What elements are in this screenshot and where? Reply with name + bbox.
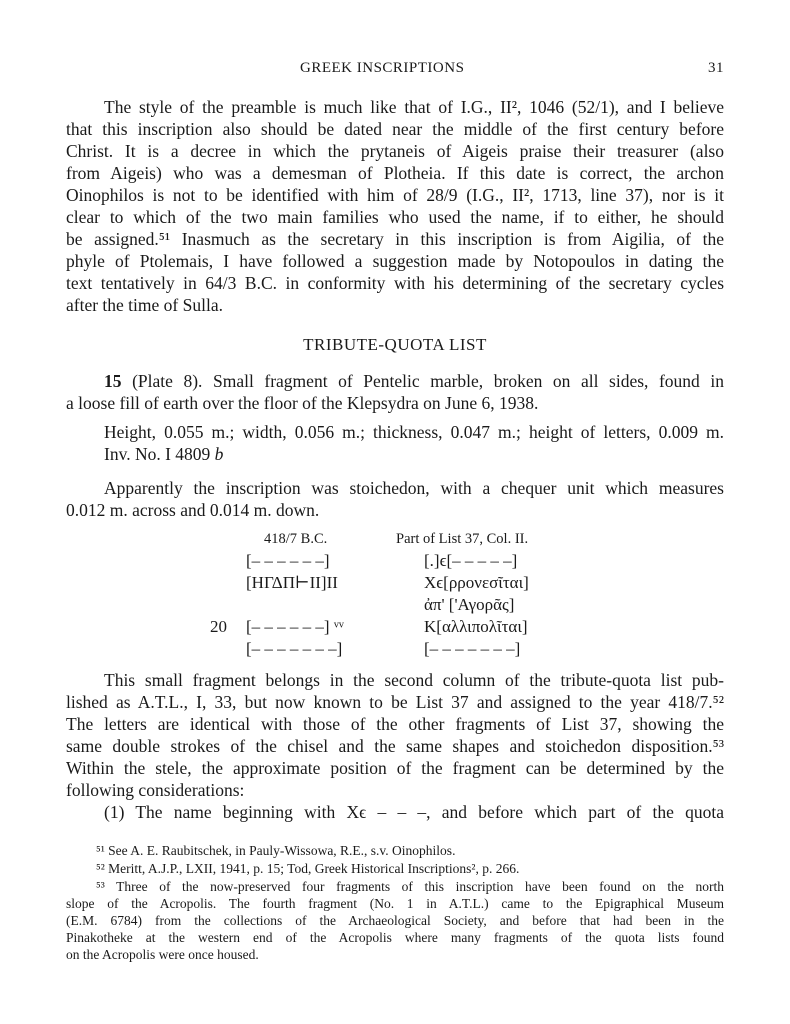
entry-intro-line xyxy=(104,370,724,392)
line-number: 20 xyxy=(210,617,227,636)
left-text-line: [– – – – – –] ᵛᵛ xyxy=(246,617,344,636)
entry-description: (Plate 8). Small fragment of Pentelic marble, broken on all sides, found in xyxy=(121,371,724,391)
para1-line: The style of the preamble is much like that of I.G., II², 1046 (52/1), and I believe xyxy=(104,97,724,117)
para1-line: be assigned.⁵¹ Inasmuch as the secretary in this inscription is from Aigilia, of the xyxy=(66,229,724,249)
footnote-53-line: slope of the Acropolis. The fourth fragment (No. 1 in A.T.L.) came to the Epigraphical Museum xyxy=(66,896,724,911)
para1-line: text tentatively in 64/3 B.C. in conformity with his determining of the secretary cycles xyxy=(66,273,724,293)
right-text-line: ἀπ' ['Αγορᾶς] xyxy=(424,595,515,614)
dimensions-line: Height, 0.055 m.; width, 0.056 m.; thickness, 0.047 m.; height of letters, 0.009 m. xyxy=(104,422,724,442)
footnote-53-line: (E.M. 6784) from the collections of the Archaeological Society, and before that had been in the xyxy=(66,913,724,928)
inventory-number: Inv. No. I 4809 xyxy=(104,444,215,464)
entry-intro-line: a loose fill of earth over the floor of the Klepsydra on June 6, 1938. xyxy=(66,393,539,413)
inventory-suffix: b xyxy=(214,444,224,464)
table-right-header: Part of List 37, Col. II. xyxy=(396,531,529,547)
para1-line: from Aigeis) who was a demesman of Plotheia. If this date is correct, the archon xyxy=(66,163,724,183)
footnote-52: ⁵² Meritt, A.J.P., LXII, 1941, p. 15; Tod, Greek Historical Inscriptions², p. 266. xyxy=(96,861,520,876)
section-title: TRIBUTE-QUOTA LIST xyxy=(303,335,487,354)
footnote-53: ⁵³ Three of the now-preserved four fragments of this inscription have been found on the north xyxy=(96,879,724,894)
stoichedon-line: 0.012 m. across and 0.014 m. down. xyxy=(66,500,320,520)
entry-number: 15 xyxy=(104,371,122,391)
footnote-53-line: on the Acropolis were once housed. xyxy=(66,947,259,962)
inventory-line xyxy=(104,443,762,465)
para1-line: clear to which of the two main families who used the name, if to either, he should xyxy=(66,207,724,227)
left-text-line: [– – – – – –] xyxy=(246,551,330,570)
para2-line: The letters are identical with those of the other fragments of List 37, showing the xyxy=(66,714,724,734)
right-text-line: K[αλλιπολῖται] xyxy=(424,617,528,636)
para2-line: following considerations: xyxy=(66,780,245,800)
left-text-line: [HΓΔΠ⊢II]II xyxy=(246,573,338,592)
page-number: 31 xyxy=(708,60,724,76)
para1-line: phyle of Ptolemais, I have followed a suggestion made by Notopoulos in dating the xyxy=(66,251,724,271)
para1-line: after the time of Sulla. xyxy=(66,295,223,315)
para2-line: same double strokes of the chisel and the same shapes and stoichedon disposition.⁵³ xyxy=(66,736,724,756)
right-text-line: [.]ϵ[– – – – –] xyxy=(424,551,518,570)
running-title: GREEK INSCRIPTIONS xyxy=(300,60,465,76)
left-text-line: [– – – – – – –] xyxy=(246,639,343,658)
para2-line: lished as A.T.L., I, 33, but now known to be List 37 and assigned to the year 418/7.⁵² xyxy=(66,692,724,712)
right-text-line: [– – – – – – –] xyxy=(424,639,521,658)
para2-line: Within the stele, the approximate position of the fragment can be determined by the xyxy=(66,758,724,778)
footnote-51: ⁵¹ See A. E. Raubitschek, in Pauly-Wissowa, R.E., s.v. Oinophilos. xyxy=(96,843,456,858)
para3-line: (1) The name beginning with Xϵ – – –, and before which part of the quota xyxy=(104,802,724,822)
para1-line: that this inscription also should be dated near the middle of the first century before xyxy=(66,119,724,139)
right-text-line: Xϵ[ρρονεσῖται] xyxy=(424,573,529,592)
para2-line: This small fragment belongs in the second column of the tribute-quota list pub- xyxy=(104,670,724,690)
footnote-53-line: Pinakotheke at the western end of the Acropolis where many fragments of the quota lists found xyxy=(66,930,724,945)
para1-line: Oinophilos is not to be identified with him of 28/9 (I.G., II², 1713, line 37), nor is it xyxy=(66,185,724,205)
stoichedon-line: Apparently the inscription was stoichedon, with a chequer unit which measures xyxy=(104,478,724,498)
para1-line: Christ. It is a decree in which the prytaneis of Aigeis praise their treasurer (also xyxy=(66,141,724,161)
table-left-header: 418/7 B.C. xyxy=(264,531,328,547)
